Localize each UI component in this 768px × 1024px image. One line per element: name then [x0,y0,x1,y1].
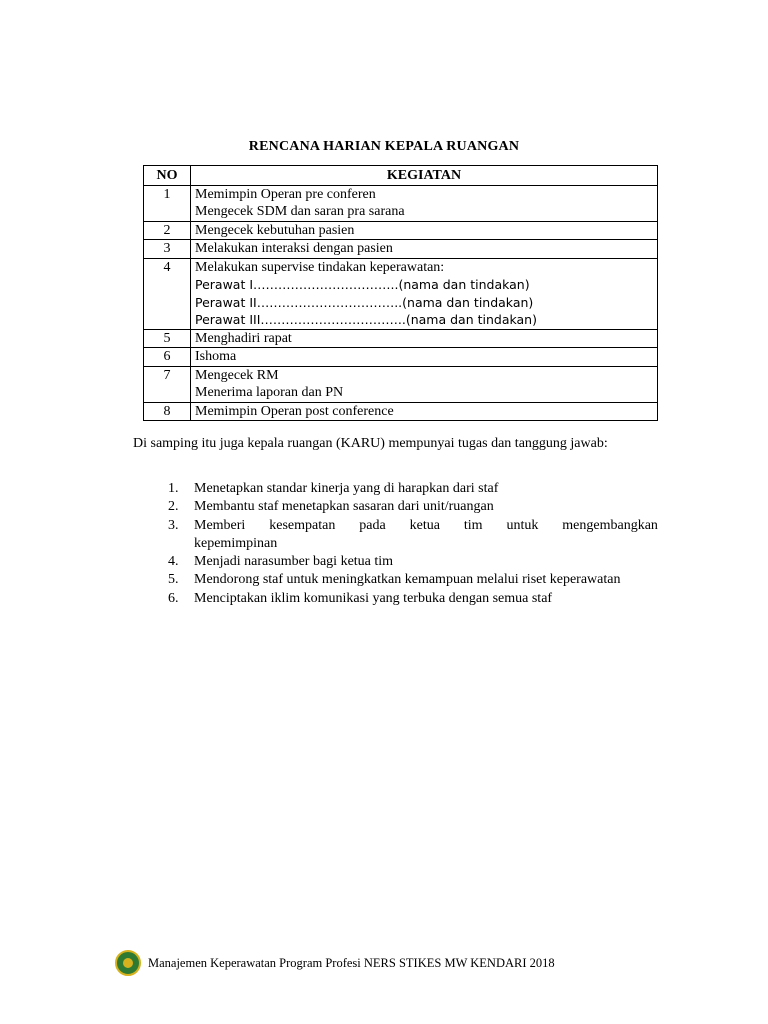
table-row [144,329,658,348]
document-title: RENCANA HARIAN KEPALA RUANGAN [248,139,520,154]
duties-list [158,480,658,608]
institution-seal-icon [115,950,141,976]
activity-line: Memimpin Operan post conference [195,403,394,419]
list-word: Memberi [194,517,246,533]
row-activity [191,185,658,221]
page-footer [115,950,555,976]
activity-line: Ishoma [195,349,237,364]
list-word: tim [463,517,483,533]
list-text-justified-line [194,517,658,535]
activity-line: Perawat III……………………………..(nama dan tindakan) [195,312,537,327]
table-row [144,240,658,259]
list-text: Membantu staf menetapkan sasaran dari unit/ruangan [194,499,494,515]
table-header-row [144,166,658,186]
row-number: 7 [144,366,191,402]
table-row [144,185,658,221]
table-row [144,366,658,402]
list-item [158,553,658,571]
row-activity [191,366,658,402]
row-number: 3 [144,240,191,259]
activity-line: Melakukan supervise tindakan keperawatan: [195,259,445,275]
list-number: 4. [168,554,179,570]
activity-line: Memimpin Operan pre conferen [195,186,376,202]
table-row [144,258,658,329]
list-number: 2. [168,499,179,515]
list-item [158,480,658,498]
header-no: NO [144,166,191,186]
list-number: 3. [168,517,179,533]
list-number: 5. [168,572,179,588]
header-kegiatan: KEGIATAN [191,166,658,186]
row-number: 8 [144,402,191,421]
list-text-continuation: kepemimpinan [194,535,278,551]
list-text: Menetapkan standar kinerja yang di harapkan dari staf [194,481,499,496]
list-word: pada [359,517,386,533]
row-number: 4 [144,258,191,329]
activity-line: Mengecek kebutuhan pasien [195,222,355,238]
row-activity [191,348,658,367]
row-number: 2 [144,221,191,240]
activity-line: Menerima laporan dan PN [195,385,344,400]
row-activity [191,329,658,348]
list-item [158,498,658,516]
list-number: 1. [168,481,179,496]
activity-line: Melakukan interaksi dengan pasien [195,241,393,256]
row-activity [191,258,658,329]
row-number: 6 [144,348,191,367]
activity-line: Menghadiri rapat [195,330,292,346]
footer-text: Manajemen Keperawatan Program Profesi NERS STIKES MW KENDARI 2018 [148,955,555,970]
row-number: 5 [144,329,191,348]
list-text: Menjadi narasumber bagi ketua tim [194,554,394,570]
activity-line: Perawat II……………………………..(nama dan tindakan) [195,294,534,310]
list-number: 6. [168,590,179,606]
row-activity [191,221,658,240]
list-item [158,571,658,589]
activity-line: Perawat I……………………………..(nama dan tindakan) [195,277,530,292]
list-word: ketua [409,517,440,533]
list-word: kesempatan [269,517,336,533]
list-word: untuk [506,517,539,533]
table-row [144,221,658,240]
table-row [144,402,658,421]
row-activity [191,240,658,259]
responsibility-intro-paragraph: Di samping itu juga kepala ruangan (KARU) mempunyai tugas dan tanggung jawab: [133,436,608,451]
list-word: mengembangkan [562,517,658,533]
row-number: 1 [144,185,191,221]
activity-line: Mengecek RM [195,367,279,383]
list-item [158,517,658,554]
list-item [158,590,658,608]
list-text: Mendorong staf untuk meningkatkan kemampuan melalui riset keperawatan [194,572,621,588]
table-row [144,348,658,367]
activity-line: Mengecek SDM dan saran pra sarana [195,204,405,219]
daily-plan-table [143,165,658,421]
row-activity [191,402,658,421]
list-text: Menciptakan iklim komunikasi yang terbuka dengan semua staf [194,590,553,606]
